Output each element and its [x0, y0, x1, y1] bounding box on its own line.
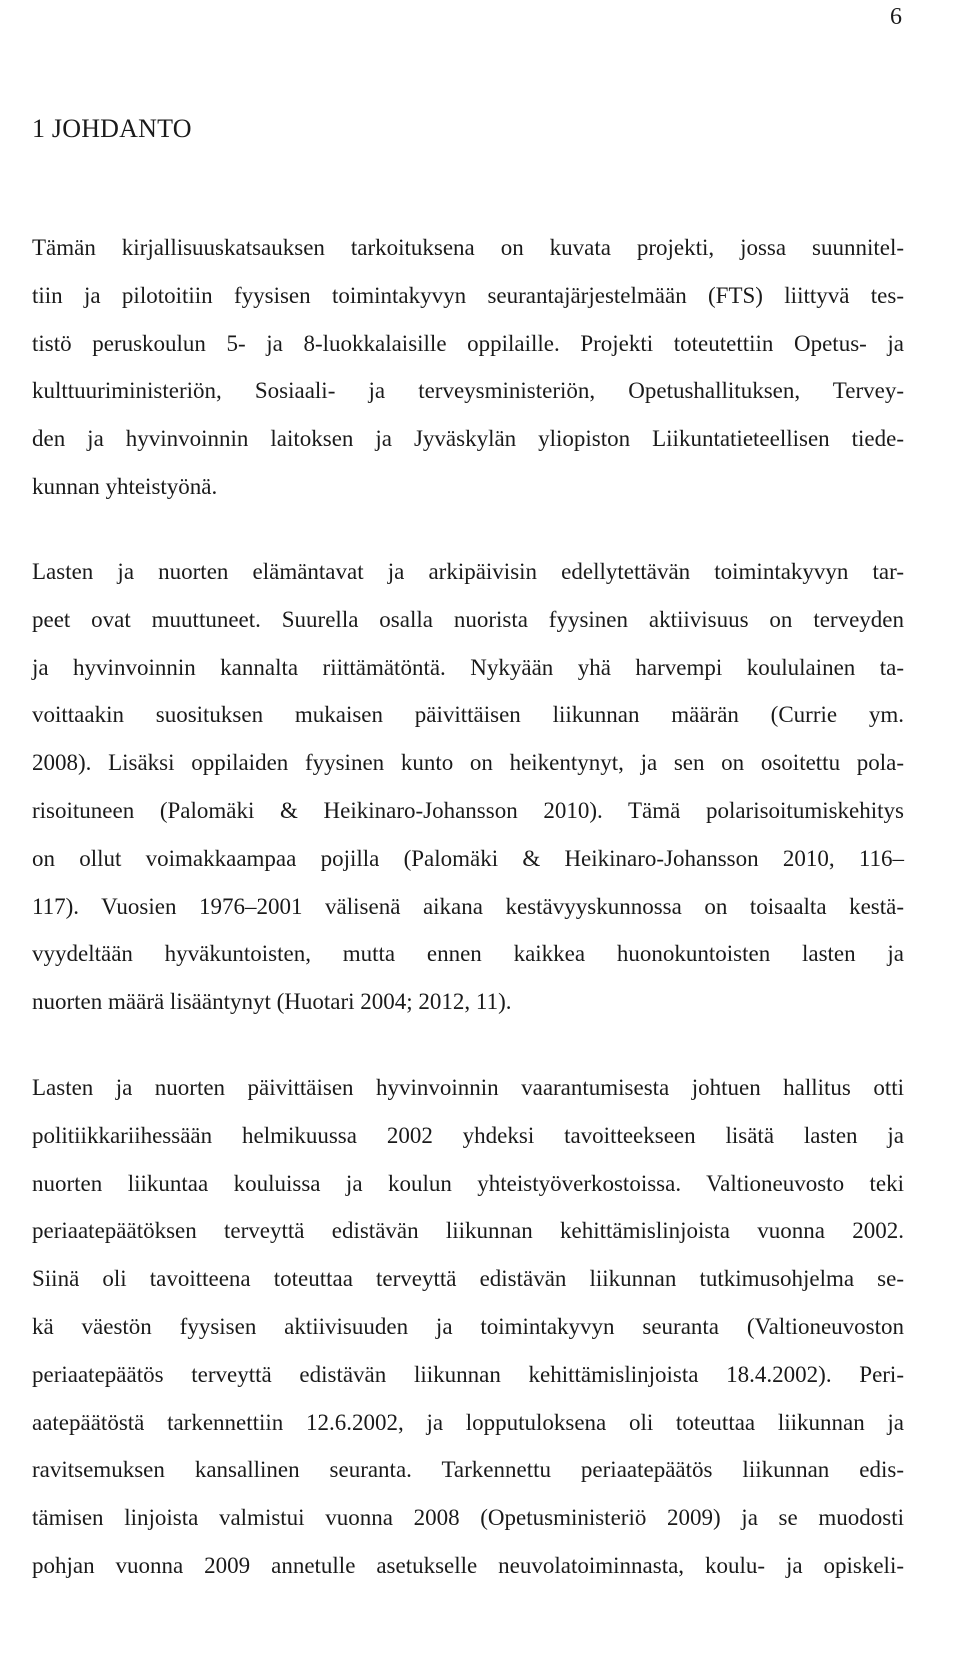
paragraph-3 — [32, 1064, 904, 1590]
page-number: 6 — [890, 4, 902, 30]
text-line: Tämän kirjallisuuskatsauksen tarkoituksena on kuvata projekti, jossa suunnitel- — [32, 235, 904, 260]
text-line: voittaakin suosituksen mukaisen päivittäisen liikunnan määrän (Currie ym. — [32, 702, 904, 728]
text-line: tistö peruskoulun 5- ja 8-luokkalaisille oppilaille. Projekti toteutettiin Opetus- ja — [32, 330, 904, 356]
text-line: periaatepäätös terveyttä edistävän liikunnan kehittämislinjoista 18.4.2002). Peri- — [32, 1361, 904, 1387]
text-line: kä väestön fyysisen aktiivisuuden ja toimintakyvyn seuranta (Valtioneuvoston — [32, 1313, 904, 1339]
text-line: pohjan vuonna 2009 annetulle asetukselle neuvolatoiminnasta, koulu- ja opiskeli- — [32, 1552, 904, 1578]
text-line: periaatepäätöksen terveyttä edistävän liikunnan kehittämislinjoista vuonna 2002. — [32, 1218, 904, 1244]
text-line: Lasten ja nuorten elämäntavat ja arkipäivisin edellytettävän toimintakyvyn tar- — [32, 559, 904, 584]
text-line: Siinä oli tavoitteena toteuttaa terveyttä edistävän liikunnan tutkimusohjelma se- — [32, 1266, 904, 1292]
text-line: ravitsemuksen kansallinen seuranta. Tarkennettu periaatepäätös liikunnan edis- — [32, 1457, 904, 1483]
text-line: on ollut voimakkaampaa pojilla (Palomäki & Heikinaro-Johansson 2010, 116– — [32, 845, 904, 871]
text-line: politiikkariihessään helmikuussa 2002 yhdeksi tavoitteekseen lisätä lasten ja — [32, 1122, 904, 1148]
text-line: vyydeltään hyväkuntoisten, mutta ennen kaikkea huonokuntoisten lasten ja — [32, 941, 904, 967]
text-line: risoituneen (Palomäki & Heikinaro-Johansson 2010). Tämä polarisoitumiskehitys — [32, 797, 904, 823]
text-line: den ja hyvinvoinnin laitoksen ja Jyväskylän yliopiston Liikuntatieteellisen tiede- — [32, 426, 904, 452]
text-line: kulttuuriministeriön, Sosiaali- ja terveysministeriön, Opetushallituksen, Tervey- — [32, 378, 904, 404]
text-line: tiin ja pilotoitiin fyysisen toimintakyvyn seurantajärjestelmään (FTS) liittyvä tes- — [32, 282, 904, 308]
paragraph-1 — [32, 224, 904, 511]
text-line: nuorten määrä lisääntynyt (Huotari 2004; 2012, 11). — [32, 989, 512, 1015]
text-line: nuorten liikuntaa kouluissa ja koulun yhteistyöverkostoissa. Valtioneuvosto teki — [32, 1170, 904, 1196]
paragraph-2 — [32, 548, 904, 1026]
text-line: kunnan yhteistyönä. — [32, 473, 218, 499]
text-line: ja hyvinvoinnin kannalta riittämätöntä. Nykyään yhä harvempi koululainen ta- — [32, 654, 904, 680]
section-heading: 1 JOHDANTO — [32, 114, 192, 143]
text-line: aatepäätöstä tarkennettiin 12.6.2002, ja lopputuloksena oli toteuttaa liikunnan ja — [32, 1409, 904, 1435]
text-line: Lasten ja nuorten päivittäisen hyvinvoinnin vaarantumisesta johtuen hallitus otti — [32, 1075, 904, 1100]
text-line: 117). Vuosien 1976–2001 välisenä aikana kestävyyskunnossa on toisaalta kestä- — [32, 893, 904, 919]
text-line: 2008). Lisäksi oppilaiden fyysinen kunto on heikentynyt, ja sen on osoitettu pola- — [32, 750, 904, 776]
text-line: tämisen linjoista valmistui vuonna 2008 (Opetusministeriö 2009) ja se muodosti — [32, 1505, 904, 1531]
text-line: peet ovat muuttuneet. Suurella osalla nuorista fyysinen aktiivisuus on terveyden — [32, 606, 904, 632]
